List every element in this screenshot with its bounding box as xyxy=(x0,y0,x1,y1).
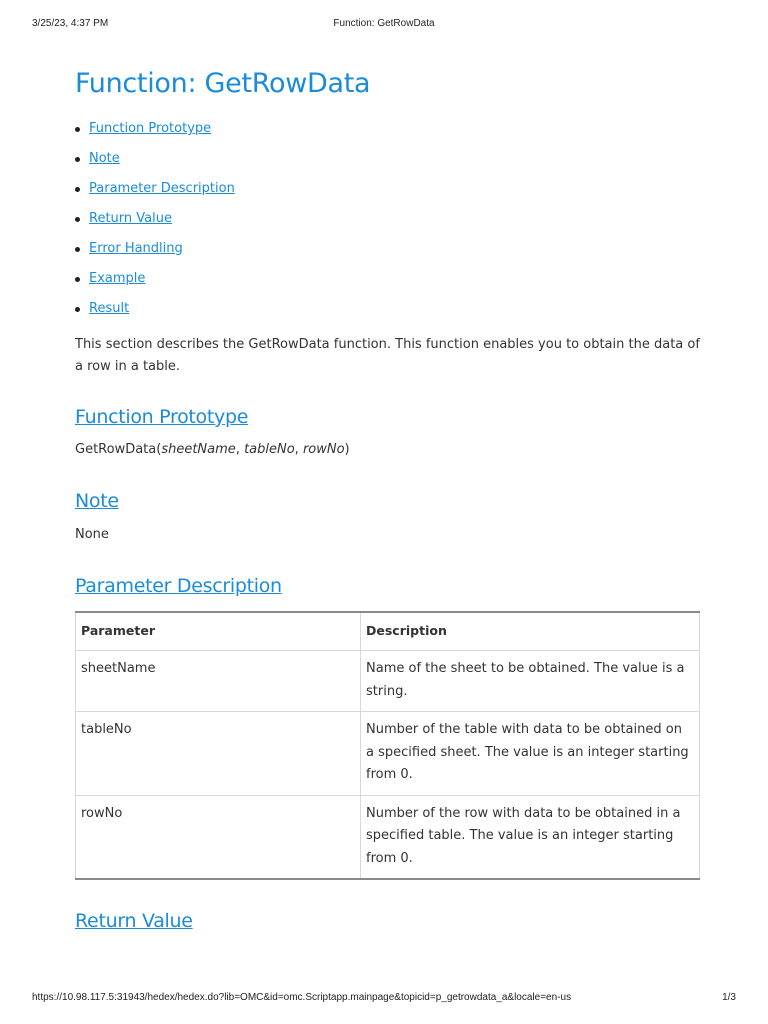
section-link-note[interactable]: Note xyxy=(75,490,119,512)
page-title: Function: GetRowData xyxy=(75,68,371,99)
separator: , xyxy=(235,442,245,457)
note-text: None xyxy=(75,527,109,542)
intro-paragraph: This section describes the GetRowData function. This function enables you to obtain the data of a row in a table. xyxy=(75,337,700,374)
bullet-icon xyxy=(75,157,80,162)
toc-link-function-prototype[interactable]: Function Prototype xyxy=(89,121,212,136)
toc-link-parameter-description[interactable]: Parameter Description xyxy=(89,181,235,196)
toc-item-return-value xyxy=(89,208,700,238)
param-rowno: rowNo xyxy=(302,442,345,457)
main-content xyxy=(75,62,700,932)
parameter-name: tableNo xyxy=(76,712,361,796)
section-heading-note xyxy=(75,490,700,512)
function-name: GetRowData( xyxy=(75,442,162,457)
table-header-row xyxy=(76,612,700,651)
table-row xyxy=(76,651,700,712)
toc-item-error-handling xyxy=(89,238,700,268)
page-url: https://10.98.117.5:31943/hedex/hedex.do?lib=OMC&id=omc.Scriptapp.mainpage&topicid=p_getrowdata_a&locale=en-us xyxy=(32,992,572,1003)
section-heading-function-prototype xyxy=(75,406,700,428)
function-signature xyxy=(75,439,700,461)
param-tableno: tableNo xyxy=(244,442,295,457)
bullet-icon xyxy=(75,217,80,222)
table-row xyxy=(76,795,700,879)
section-heading-return-value xyxy=(75,910,700,932)
bullet-icon xyxy=(75,277,80,282)
print-date: 3/25/23, 4:37 PM xyxy=(32,18,109,29)
toc-link-result[interactable]: Result xyxy=(89,301,130,316)
toc-item-example xyxy=(89,268,700,298)
toc-item-note xyxy=(89,148,700,178)
parameter-name: sheetName xyxy=(76,651,361,712)
toc-link-example[interactable]: Example xyxy=(89,271,146,286)
parameter-description: Number of the row with data to be obtained in a specified table. The value is an integer starting from 0. xyxy=(361,795,700,879)
table-of-contents xyxy=(75,118,700,328)
parameter-table xyxy=(75,611,700,880)
toc-link-note[interactable]: Note xyxy=(89,151,120,166)
section-link-function-prototype[interactable]: Function Prototype xyxy=(75,406,249,428)
toc-link-error-handling[interactable]: Error Handling xyxy=(89,241,183,256)
bullet-icon xyxy=(75,307,80,312)
parameter-description: Name of the sheet to be obtained. The value is a string. xyxy=(361,651,700,712)
toc-item-result xyxy=(89,298,700,328)
parameter-name: rowNo xyxy=(76,795,361,879)
toc-item-parameter-description xyxy=(89,178,700,208)
table-row xyxy=(76,712,700,796)
section-link-return-value[interactable]: Return Value xyxy=(75,910,193,932)
print-header xyxy=(32,18,736,32)
bullet-icon xyxy=(75,187,80,192)
print-title: Function: GetRowData xyxy=(333,18,435,29)
column-header-parameter: Parameter xyxy=(76,612,361,651)
section-heading-parameter-description xyxy=(75,575,700,597)
closing-paren: ) xyxy=(344,442,350,457)
section-link-parameter-description[interactable]: Parameter Description xyxy=(75,575,282,597)
print-footer xyxy=(32,992,736,1006)
page-number: 1/3 xyxy=(722,992,736,1003)
parameter-description: Number of the table with data to be obtained on a specified sheet. The value is an integer starting from 0. xyxy=(361,712,700,796)
param-sheetname: sheetName xyxy=(161,442,236,457)
column-header-description: Description xyxy=(361,612,700,651)
bullet-icon xyxy=(75,247,80,252)
toc-item-function-prototype xyxy=(89,118,700,148)
bullet-icon xyxy=(75,127,80,132)
separator: , xyxy=(294,442,303,457)
toc-link-return-value[interactable]: Return Value xyxy=(89,211,172,226)
